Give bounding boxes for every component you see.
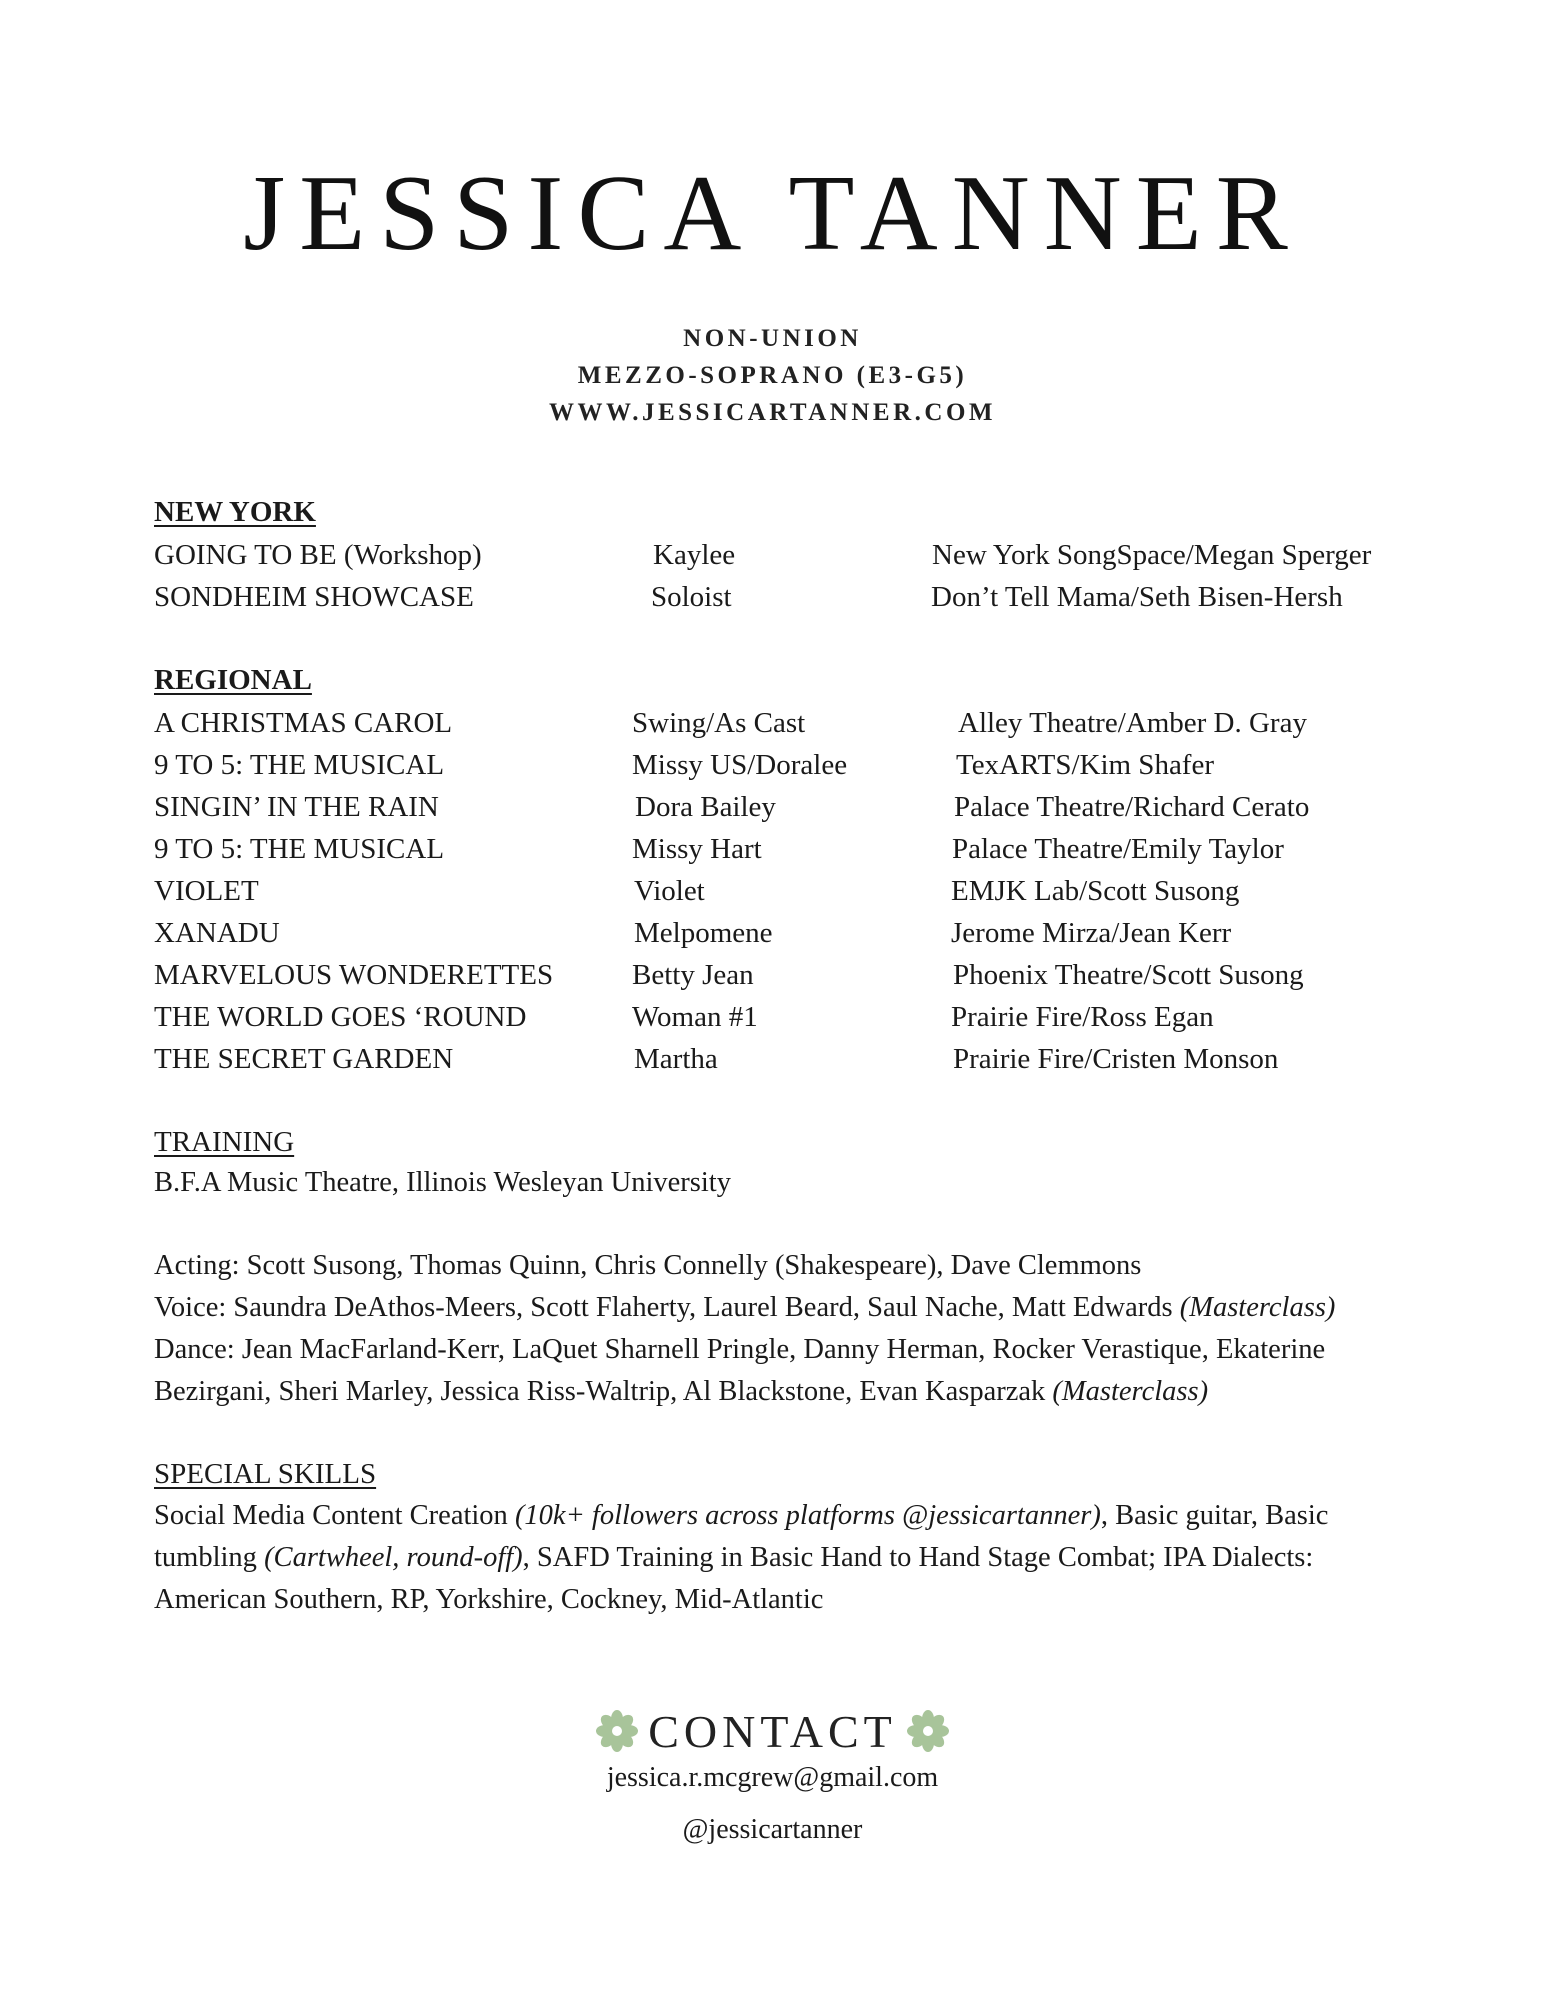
- credit-row: [0, 1045, 1545, 1081]
- section-title-special-skills: SPECIAL SKILLS: [154, 1458, 377, 1490]
- role: Martha: [634, 1043, 718, 1075]
- skill-guitar-tumbling: , Basic guitar, Basic tumbling: [154, 1500, 1329, 1573]
- venue: New York SongSpace/Megan Sperger: [932, 539, 1372, 571]
- venue: Palace Theatre/Emily Taylor: [952, 833, 1284, 865]
- credit-row: [0, 877, 1545, 913]
- role: Woman #1: [632, 1001, 758, 1033]
- union-status: NON-UNION: [683, 325, 862, 352]
- dance-masterclass-note: (Masterclass): [1052, 1376, 1209, 1407]
- skill-social-media-note: (10k+ followers across platforms @jessicartanner): [514, 1500, 1101, 1531]
- role: Swing/As Cast: [632, 707, 806, 739]
- role: Dora Bailey: [635, 791, 776, 823]
- role: Melpomene: [634, 917, 773, 949]
- skill-tumbling-note: (Cartwheel, round-off): [264, 1542, 523, 1573]
- role: Missy Hart: [632, 833, 762, 865]
- voice-teachers: Voice: Saundra DeAthos-Meers, Scott Flaherty, Laurel Beard, Saul Nache, Matt Edwards: [154, 1292, 1180, 1323]
- venue: Prairie Fire/Ross Egan: [951, 1001, 1214, 1033]
- credit-row: [0, 919, 1545, 955]
- training-voice: [154, 1287, 1414, 1329]
- section-title-training: TRAINING: [154, 1126, 295, 1158]
- section-title-regional: REGIONAL: [154, 664, 312, 696]
- resume-name: JESSICA TANNER: [243, 154, 1302, 273]
- role: Missy US/Doralee: [632, 749, 848, 781]
- training-dance: [154, 1329, 1384, 1413]
- credit-row: [0, 709, 1545, 745]
- credit-row: [0, 961, 1545, 997]
- show-title: 9 TO 5: THE MUSICAL: [154, 749, 445, 781]
- venue: TexARTS/Kim Shafer: [956, 749, 1214, 781]
- show-title: 9 TO 5: THE MUSICAL: [154, 833, 445, 865]
- flower-icon: [594, 1708, 640, 1754]
- section-title-new-york: NEW YORK: [154, 496, 316, 528]
- venue: Don’t Tell Mama/Seth Bisen-Hersh: [931, 581, 1343, 613]
- voice-type: MEZZO-SOPRANO (E3-G5): [577, 362, 968, 389]
- show-title: THE SECRET GARDEN: [154, 1043, 454, 1075]
- training-degree: B.F.A Music Theatre, Illinois Wesleyan University: [154, 1167, 731, 1198]
- role: Violet: [634, 875, 705, 907]
- dance-teachers: Dance: Jean MacFarland-Kerr, LaQuet Sharnell Pringle, Danny Herman, Rocker Verastique, Ekaterine Bezirgani, Sheri Marley, Jessica Riss-Waltrip, Al Blackstone, Evan Kasparzak: [154, 1334, 1326, 1407]
- venue: Phoenix Theatre/Scott Susong: [953, 959, 1304, 991]
- website-link[interactable]: WWW.JESSICARTANNER.COM: [548, 399, 996, 426]
- show-title: SINGIN’ IN THE RAIN: [154, 791, 439, 823]
- contact-heading: [0, 1708, 1545, 1755]
- credit-row: [0, 541, 1545, 577]
- contact-title: CONTACT: [648, 1706, 897, 1757]
- credit-row: [0, 793, 1545, 829]
- show-title: MARVELOUS WONDERETTES: [154, 959, 554, 991]
- show-title: SONDHEIM SHOWCASE: [154, 581, 474, 613]
- show-title: A CHRISTMAS CAROL: [154, 707, 453, 739]
- venue: EMJK Lab/Scott Susong: [951, 875, 1240, 907]
- show-title: THE WORLD GOES ‘ROUND: [154, 1001, 527, 1033]
- venue: Palace Theatre/Richard Cerato: [954, 791, 1310, 823]
- role: Betty Jean: [632, 959, 754, 991]
- role: Soloist: [651, 581, 732, 613]
- show-title: XANADU: [154, 917, 280, 949]
- credit-row: [0, 835, 1545, 871]
- special-skills-text: [154, 1495, 1394, 1621]
- credit-row: [0, 1003, 1545, 1039]
- voice-masterclass-note: (Masterclass): [1179, 1292, 1336, 1323]
- show-title: GOING TO BE (Workshop): [154, 539, 482, 571]
- training-acting: Acting: Scott Susong, Thomas Quinn, Chris Connelly (Shakespeare), Dave Clemmons: [154, 1250, 1142, 1281]
- flower-icon: [905, 1708, 951, 1754]
- contact-email[interactable]: jessica.r.mcgrew@gmail.com: [606, 1762, 939, 1793]
- show-title: VIOLET: [154, 875, 259, 907]
- role: Kaylee: [653, 539, 736, 571]
- skill-combat-dialects: , SAFD Training in Basic Hand to Hand Stage Combat; IPA Dialects: American Southern, RP, Yorkshire, Cockney, Mid-Atlantic: [154, 1542, 1314, 1615]
- venue: Alley Theatre/Amber D. Gray: [958, 707, 1307, 739]
- skill-social-media: Social Media Content Creation: [154, 1500, 515, 1531]
- credit-row: [0, 583, 1545, 619]
- venue: Prairie Fire/Cristen Monson: [953, 1043, 1279, 1075]
- credit-row: [0, 751, 1545, 787]
- contact-social-handle[interactable]: @jessicartanner: [682, 1814, 863, 1845]
- venue: Jerome Mirza/Jean Kerr: [951, 917, 1232, 949]
